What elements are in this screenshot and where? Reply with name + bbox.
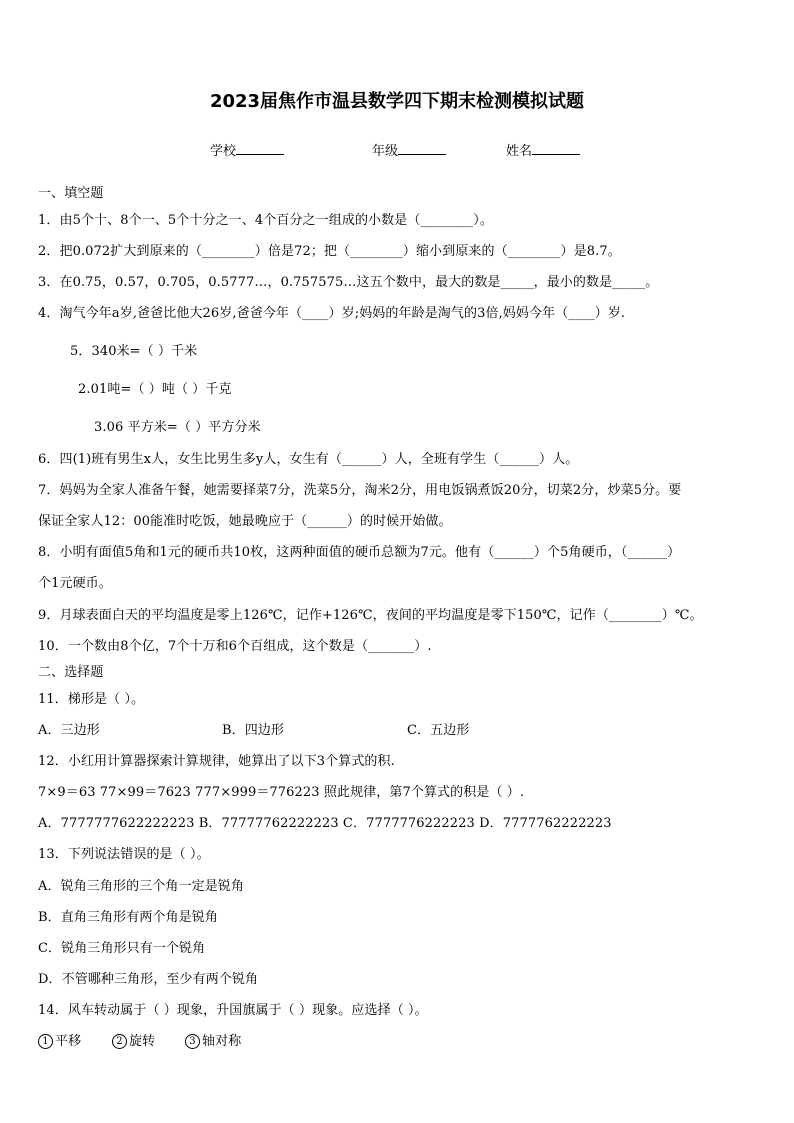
name-field <box>506 140 580 159</box>
name-blank <box>532 141 580 155</box>
name-label: 姓名 <box>506 144 533 159</box>
page-title: 2023届焦作市温县数学四下期末检测模拟试题 <box>209 91 585 112</box>
question-9: 9．月球表面白天的平均温度是零上126℃，记作+126℃，夜间的平均温度是零下150℃，记作（________）℃。 <box>38 608 703 623</box>
question-7-line2: 保证全家人12：00能准时吃饭，她最晚应于（______）的时候开始做。 <box>38 514 452 529</box>
question-14: 14．风车转动属于（ ）现象，升国旗属于（ ）现象。应选择（ ）。 <box>38 1003 428 1018</box>
grade-field <box>372 140 446 159</box>
question-3: 3．在0.75，0.57，0.705，0.5777…，0.757575…这五个数中，最大的数是_____，最小的数是_____。 <box>38 275 659 290</box>
question-10: 10．一个数由8个亿，7个十万和6个百组成，这个数是（_______）. <box>38 639 432 654</box>
question-12: 12．小红用计算器探索计算规律，她算出了以下3个算式的积. <box>38 754 395 769</box>
question-2: 2．把0.072扩大到原来的（________）倍是72；把（________）缩小到原来的（________）是8.7。 <box>38 244 621 259</box>
grade-blank <box>398 141 446 155</box>
school-field <box>210 140 284 159</box>
circled-number: 2 <box>112 1034 127 1049</box>
circled-number: 3 <box>185 1034 200 1049</box>
q11-option-b: B．四边形 <box>222 723 285 738</box>
q13-option-d: D．不管哪种三角形，至少有两个锐角 <box>38 972 259 987</box>
q14-option-2 <box>112 1030 155 1049</box>
q11-option-c: C．五边形 <box>407 723 470 738</box>
q14-option-1 <box>38 1030 81 1049</box>
q13-option-a: A．锐角三角形的三个角一定是锐角 <box>38 879 244 894</box>
q14-option-3 <box>185 1030 241 1049</box>
question-5a: 5．340米=（ ）千米 <box>70 344 198 359</box>
q14-option-3-text: 轴对称 <box>202 1034 242 1049</box>
question-1: 1．由5个十、8个一、5个十分之一、4个百分之一组成的小数是（________）。 <box>38 213 493 228</box>
q12-options: A．7777777622222223 B．77777762222223 C．7777776222223 D．7777762222223 <box>38 816 612 831</box>
question-5c: 3.06 平方米=（ ）平方分米 <box>94 420 261 435</box>
grade-label: 年级 <box>372 144 399 159</box>
question-13: 13．下列说法错误的是（ ）。 <box>38 847 210 862</box>
question-4: 4．淘气今年a岁,爸爸比他大26岁,爸爸今年（____）岁;妈妈的年龄是淘气的3倍,妈妈今年（____）岁. <box>38 306 626 321</box>
question-5b: 2.01吨=（ ）吨（ ）千克 <box>78 382 232 397</box>
school-blank <box>236 141 284 155</box>
q12-formulas: 7×9＝63 77×99＝7623 777×999＝776223 照此规律，第7个算式的积是（ ）. <box>38 785 525 800</box>
section-fill-blank: 一、填空题 <box>38 186 104 201</box>
q11-option-a: A．三边形 <box>38 723 100 738</box>
question-6: 6．四(1)班有男生x人，女生比男生多y人，女生有（______）人，全班有学生（______）人。 <box>38 452 579 467</box>
q13-option-c: C．锐角三角形只有一个锐角 <box>38 941 206 956</box>
q14-option-2-text: 旋转 <box>129 1034 156 1049</box>
question-8-line2: 个1元硬币。 <box>38 576 112 591</box>
q14-option-1-text: 平移 <box>55 1034 82 1049</box>
school-label: 学校 <box>210 144 237 159</box>
question-8-line1: 8．小明有面值5角和1元的硬币共10枚，这两种面值的硬币总额为7元。他有（______）个5角硬币，（______） <box>38 545 681 560</box>
section-multiple-choice: 二、选择题 <box>38 665 104 680</box>
question-11: 11．梯形是（ ）。 <box>38 692 145 707</box>
circled-number: 1 <box>38 1034 53 1049</box>
question-7-line1: 7．妈妈为全家人准备午餐，她需要择菜7分，洗菜5分，淘米2分，用电饭锅煮饭20分，切菜2分，炒菜5分。要 <box>38 483 682 498</box>
q13-option-b: B．直角三角形有两个角是锐角 <box>38 910 218 925</box>
